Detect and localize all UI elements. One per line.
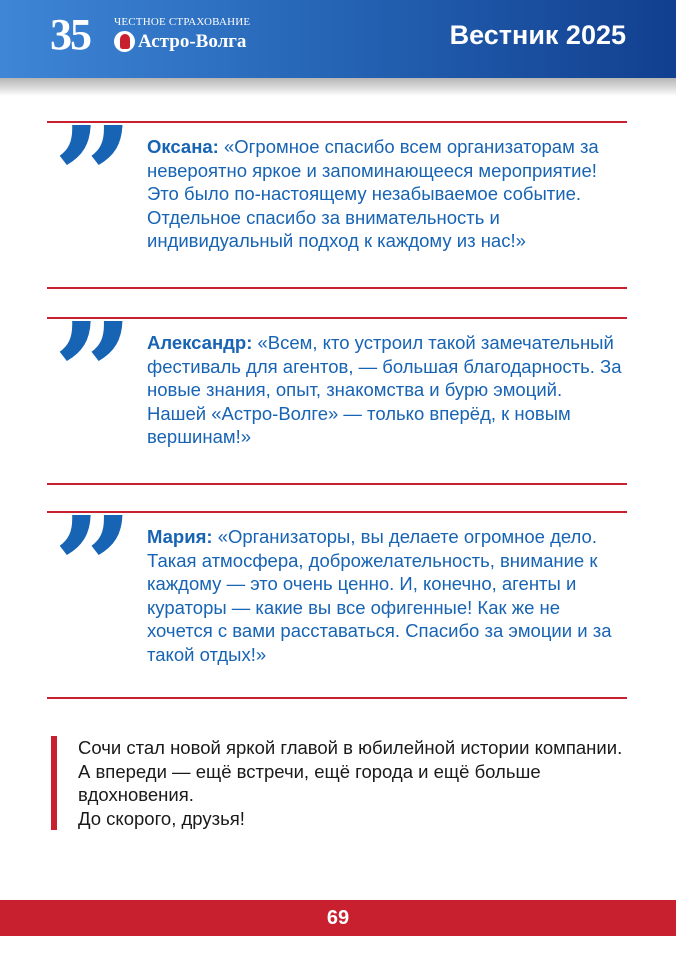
testimonial-author: Оксана: [147,136,219,157]
company-logo [50,10,280,59]
logo-anniversary-number: 35 [50,10,90,59]
testimonial-body: «Огромное спасибо всем организаторам за невероятно яркое и запоминающееся мероприятие! Это было по-настоящему незабываемое событие. Отдельное спасибо за внимательность и индивидуальный подход к каждому из нас!» [147,136,599,251]
closing-remark [51,736,638,830]
header-shadow [0,78,676,96]
footer-bar [0,900,676,936]
testimonial-body: «Организаторы, вы делаете огромное дело. Такая атмосфера, доброжелательность, внимание к каждому — это очень ценно. И, конечно, агенты и кураторы — какие вы все офигенные! Как же не хочется с вами расставаться. Спасибо за эмоции и за такой отдых!» [147,526,612,665]
quote-mark-icon: ” [53,293,134,457]
logo-tagline: ЧЕСТНОЕ СТРАХОВАНИЕ [114,16,251,28]
testimonial-author: Александр: [147,332,253,353]
testimonial-text [147,135,623,253]
header-banner [0,0,676,78]
quote-mark-icon: ” [53,487,134,651]
testimonial-text [147,331,623,449]
closing-text: Сочи стал новой яркой главой в юбилейной истории компании. А впереди — ещё встречи, ещё города и ещё больше вдохновения. [78,737,623,805]
testimonial-alexander [47,293,627,485]
testimonial-body: «Всем, кто устроил такой замечательный фестиваль для агентов, — большая благодарность. За новые знания, опыт, знакомства и бурю эмоций. Нашей «Астро-Волге» — только вперёд, к новым вершинам!» [147,332,622,447]
testimonial-maria [47,487,627,699]
closing-farewell: До скорого, друзья! [78,807,245,829]
quote-mark-icon: ” [53,97,134,261]
page-number: 69 [326,907,350,929]
testimonial-text [147,525,623,666]
logo-company-name: Астро-Волга [138,31,247,52]
publication-title: Вестник 2025 [449,20,626,50]
logo-emblem-icon [114,31,135,52]
testimonial-author: Мария: [147,526,213,547]
testimonial-oksana [47,97,627,289]
